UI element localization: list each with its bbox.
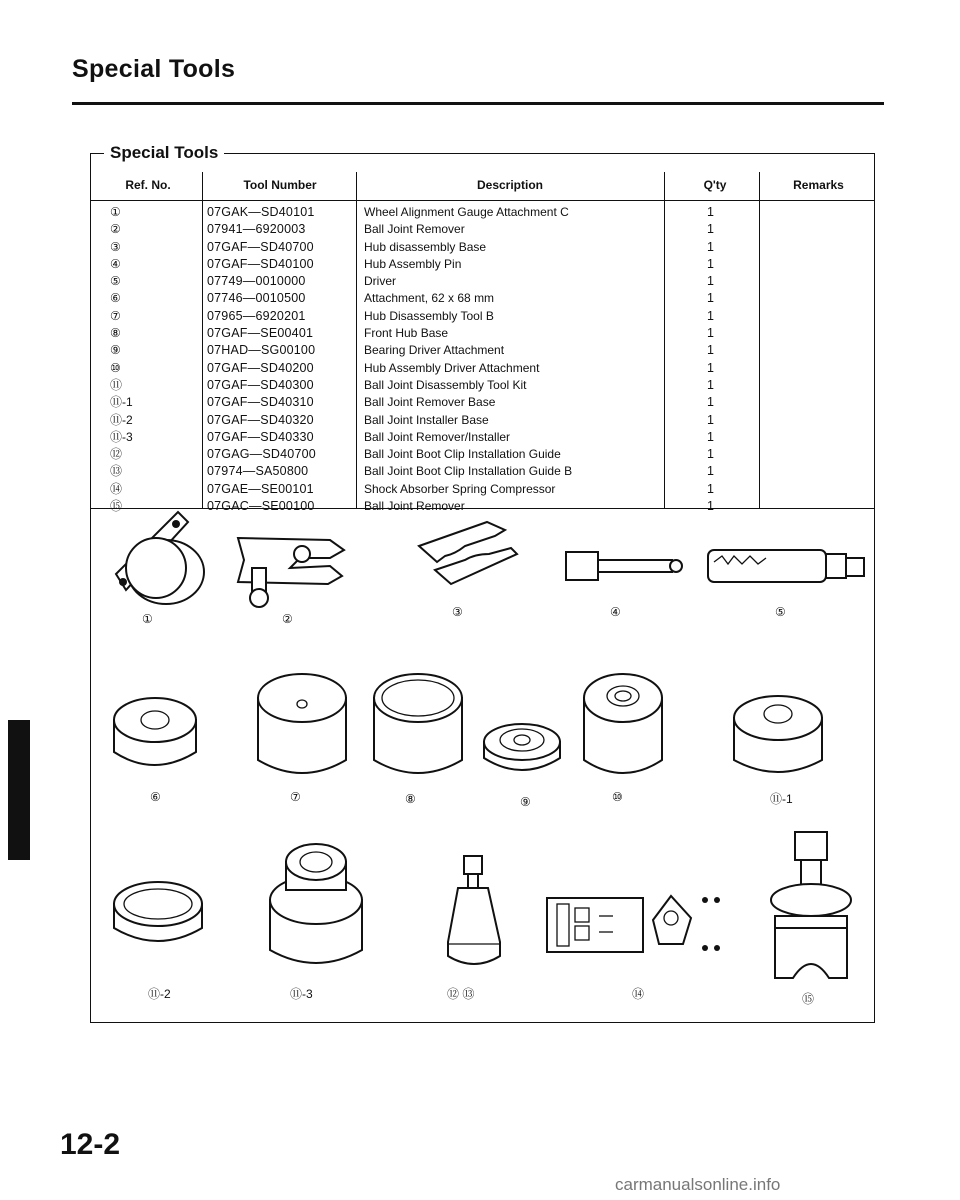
page-title: Special Tools: [72, 55, 236, 83]
ball-joint-remover-base-illustration: [728, 690, 828, 782]
header-rule: [90, 200, 875, 201]
table-cell-qty: 1: [707, 412, 714, 427]
table-cell-tool-number: 07941—6920003: [207, 222, 306, 237]
figure-label: ①: [142, 612, 153, 626]
table-cell-tool-number: 07GAF—SE00401: [207, 326, 314, 341]
boot-clip-installation-guide-illustration: [440, 852, 510, 974]
table-cell-ref: ⑪: [110, 377, 123, 392]
table-cell-description: Wheel Alignment Gauge Attachment C: [364, 205, 569, 219]
figure-label: ⑮: [802, 992, 815, 1006]
table-cell-qty: 1: [707, 308, 714, 323]
table-cell-ref: ⑭: [110, 481, 123, 496]
table-cell-tool-number: 07GAF—SD40320: [207, 412, 314, 427]
column-divider: [202, 172, 203, 508]
figure-label: ⑪-3: [290, 987, 313, 1001]
table-cell-ref: ⑪-2: [110, 412, 133, 427]
table-cell-ref: ④: [110, 256, 121, 271]
hub-disassembly-tool-b-illustration: [252, 668, 352, 780]
section-tab-marker: [8, 720, 30, 860]
hub-assembly-driver-attachment-illustration: [578, 668, 668, 780]
table-cell-description: Hub Disassembly Tool B: [364, 308, 494, 323]
ball-joint-installer-base-illustration: [108, 878, 208, 958]
figure-label: ④: [610, 605, 621, 619]
front-hub-base-illustration: [368, 668, 468, 780]
ball-joint-remover-installer-illustration: [262, 830, 372, 975]
table-cell-ref: ②: [110, 222, 121, 237]
table-cell-qty: 1: [707, 499, 714, 514]
table-cell-qty: 1: [707, 239, 714, 254]
table-cell-tool-number: 07GAC—SE00100: [207, 499, 315, 514]
table-cell-description: Ball Joint Boot Clip Installation Guide: [364, 447, 561, 462]
table-cell-description: Hub Assembly Driver Attachment: [364, 360, 540, 375]
table-cell-qty: 1: [707, 256, 714, 271]
table-cell-qty: 1: [707, 205, 714, 219]
table-cell-ref: ⑪-1: [110, 395, 133, 410]
table-cell-ref: ⑤: [110, 274, 121, 289]
table-cell-qty: 1: [707, 464, 714, 479]
title-rule: [72, 102, 884, 105]
figure-label: ⑥: [150, 790, 161, 804]
table-cell-qty: 1: [707, 291, 714, 306]
table-cell-ref: ⑨: [110, 343, 121, 358]
table-cell-qty: 1: [707, 377, 714, 392]
table-cell-ref: ①: [110, 205, 121, 219]
watermark-text: carmanualsonline.info: [615, 1175, 781, 1194]
figure-label: ⑦: [290, 790, 301, 804]
qty-column: [707, 204, 714, 515]
table-cell-tool-number: 07GAK—SD40101: [207, 205, 315, 219]
driver-illustration: [702, 542, 870, 592]
ball-joint-remover-illustration: [230, 528, 350, 608]
bearing-driver-attachment-illustration: [478, 720, 568, 780]
table-cell-description: Ball Joint Boot Clip Installation Guide B: [364, 464, 573, 479]
table-cell-description: Driver: [364, 274, 396, 289]
table-cell-tool-number: 07HAD—SG00100: [207, 343, 316, 358]
table-cell-tool-number: 07GAF—SD40300: [207, 377, 314, 392]
table-cell-description: Hub disassembly Base: [364, 239, 487, 254]
table-cell-qty: 1: [707, 274, 714, 289]
box-title: Special Tools: [104, 143, 224, 163]
table-cell-qty: 1: [707, 343, 714, 358]
table-cell-ref: ⑧: [110, 326, 121, 341]
table-cell-tool-number: 07749—0010000: [207, 274, 306, 289]
table-cell-qty: 1: [707, 360, 714, 375]
ball-joint-remover-press-illustration: [765, 828, 865, 988]
table-cell-tool-number: 07974—SA50800: [207, 464, 309, 479]
tool-number-column: [207, 204, 316, 515]
table-cell-qty: 1: [707, 395, 714, 410]
table-cell-tool-number: 07GAF—SD40100: [207, 256, 314, 271]
table-cell-description: Hub Assembly Pin: [364, 256, 462, 271]
table-cell-qty: 1: [707, 481, 714, 496]
figure-label: ②: [282, 612, 293, 626]
figure-label: ⑨: [520, 795, 531, 809]
page-number: 12-2: [60, 1128, 121, 1161]
table-cell-qty: 1: [707, 222, 714, 237]
table-cell-ref: ⑬: [110, 464, 123, 479]
table-cell-tool-number: 07GAF—SD40310: [207, 395, 314, 410]
column-divider: [664, 172, 665, 508]
figure-label: ③: [452, 605, 463, 619]
table-cell-tool-number: 07GAE—SE00101: [207, 481, 314, 496]
table-cell-description: Front Hub Base: [364, 326, 449, 341]
table-cell-description: Ball Joint Remover: [364, 222, 465, 237]
table-cell-ref: ⑥: [110, 291, 121, 306]
table-cell-ref: ⑦: [110, 308, 121, 323]
header-tool-number: Tool Number: [243, 178, 317, 192]
column-divider: [356, 172, 357, 508]
header-remarks: Remarks: [793, 178, 844, 192]
figure-label: ⑩: [612, 790, 623, 804]
table-cell-ref: ⑫: [110, 447, 123, 462]
figure-label: ⑭: [632, 987, 645, 1001]
figure-label: ⑪-1: [770, 792, 793, 806]
figure-label: ⑫ ⑬: [447, 987, 475, 1001]
hub-disassembly-base-illustration: [415, 522, 525, 592]
table-cell-description: Bearing Driver Attachment: [364, 343, 505, 358]
table-cell-ref: ⑮: [110, 499, 123, 514]
table-cell-tool-number: 07746—0010500: [207, 291, 306, 306]
spring-compressor-illustration: [543, 890, 733, 960]
table-cell-description: Attachment, 62 x 68 mm: [364, 291, 495, 306]
wheel-alignment-attachment-illustration: [108, 512, 218, 612]
figure-label: ⑪-2: [148, 987, 171, 1001]
header-qty: Q'ty: [703, 178, 727, 192]
table-cell-description: Ball Joint Installer Base: [364, 412, 489, 427]
table-cell-tool-number: 07GAF—SD40200: [207, 360, 314, 375]
header-description: Description: [476, 178, 543, 192]
ref-number-column: [110, 204, 133, 515]
table-cell-description: Shock Absorber Spring Compressor: [364, 481, 556, 496]
table-cell-tool-number: 07GAF—SD40700: [207, 239, 314, 254]
figure-label: ⑤: [775, 605, 786, 619]
table-cell-description: Ball Joint Remover/Installer: [364, 429, 511, 444]
table-cell-ref: ③: [110, 239, 121, 254]
attachment-62x68-illustration: [108, 690, 203, 775]
table-cell-qty: 1: [707, 447, 714, 462]
table-cell-description: Ball Joint Remover Base: [364, 395, 496, 410]
table-cell-description: Ball Joint Remover: [364, 499, 465, 514]
figure-label: ⑧: [405, 792, 416, 806]
hub-assembly-pin-illustration: [562, 548, 692, 588]
column-divider: [759, 172, 760, 508]
description-column: [364, 204, 572, 515]
table-cell-tool-number: 07965—6920201: [207, 308, 306, 323]
table-cell-qty: 1: [707, 326, 714, 341]
table-cell-ref: ⑪-3: [110, 429, 133, 444]
table-cell-ref: ⑩: [110, 360, 121, 375]
table-cell-qty: 1: [707, 429, 714, 444]
table-cell-tool-number: 07GAG—SD40700: [207, 447, 316, 462]
table-cell-description: Ball Joint Disassembly Tool Kit: [364, 377, 527, 392]
table-cell-tool-number: 07GAF—SD40330: [207, 429, 314, 444]
header-ref-no: Ref. No.: [125, 178, 171, 192]
